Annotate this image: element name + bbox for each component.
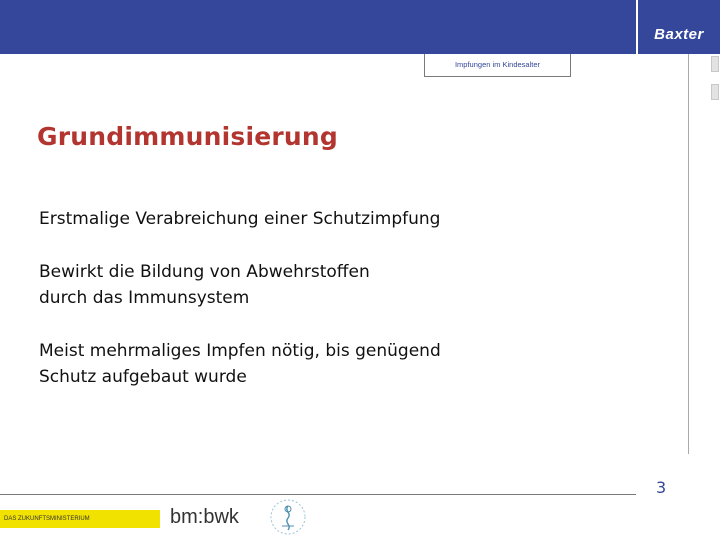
health-seal-icon xyxy=(264,496,312,538)
scroll-grip-icon xyxy=(711,84,719,100)
scroll-grip-icon xyxy=(711,56,719,72)
slide-title: Grundimmunisierung xyxy=(37,122,338,151)
page-number: 3 xyxy=(656,478,667,497)
ministry-logo-text: DAS ZUKUNFTSMINISTERIUM xyxy=(4,516,90,522)
bmbwk-logo: bm:bwk xyxy=(170,506,239,528)
bullet-text: Erstmalige Verabreichung einer Schutzimpfung xyxy=(39,209,441,229)
header-band xyxy=(0,0,636,54)
section-tab: Impfungen im Kindesalter xyxy=(424,54,571,77)
bullet-text: Meist mehrmaliges Impfen nötig, bis genügend Schutz aufgebaut wurde xyxy=(39,341,441,387)
ministry-logo xyxy=(0,510,160,528)
right-rule xyxy=(688,54,720,454)
brand-logo xyxy=(638,0,720,54)
footer-rule xyxy=(0,494,636,495)
bullet-text: Bewirkt die Bildung von Abwehrstoffen durch das Immunsystem xyxy=(39,262,370,308)
brand-logo-text: Baxter xyxy=(654,26,704,43)
